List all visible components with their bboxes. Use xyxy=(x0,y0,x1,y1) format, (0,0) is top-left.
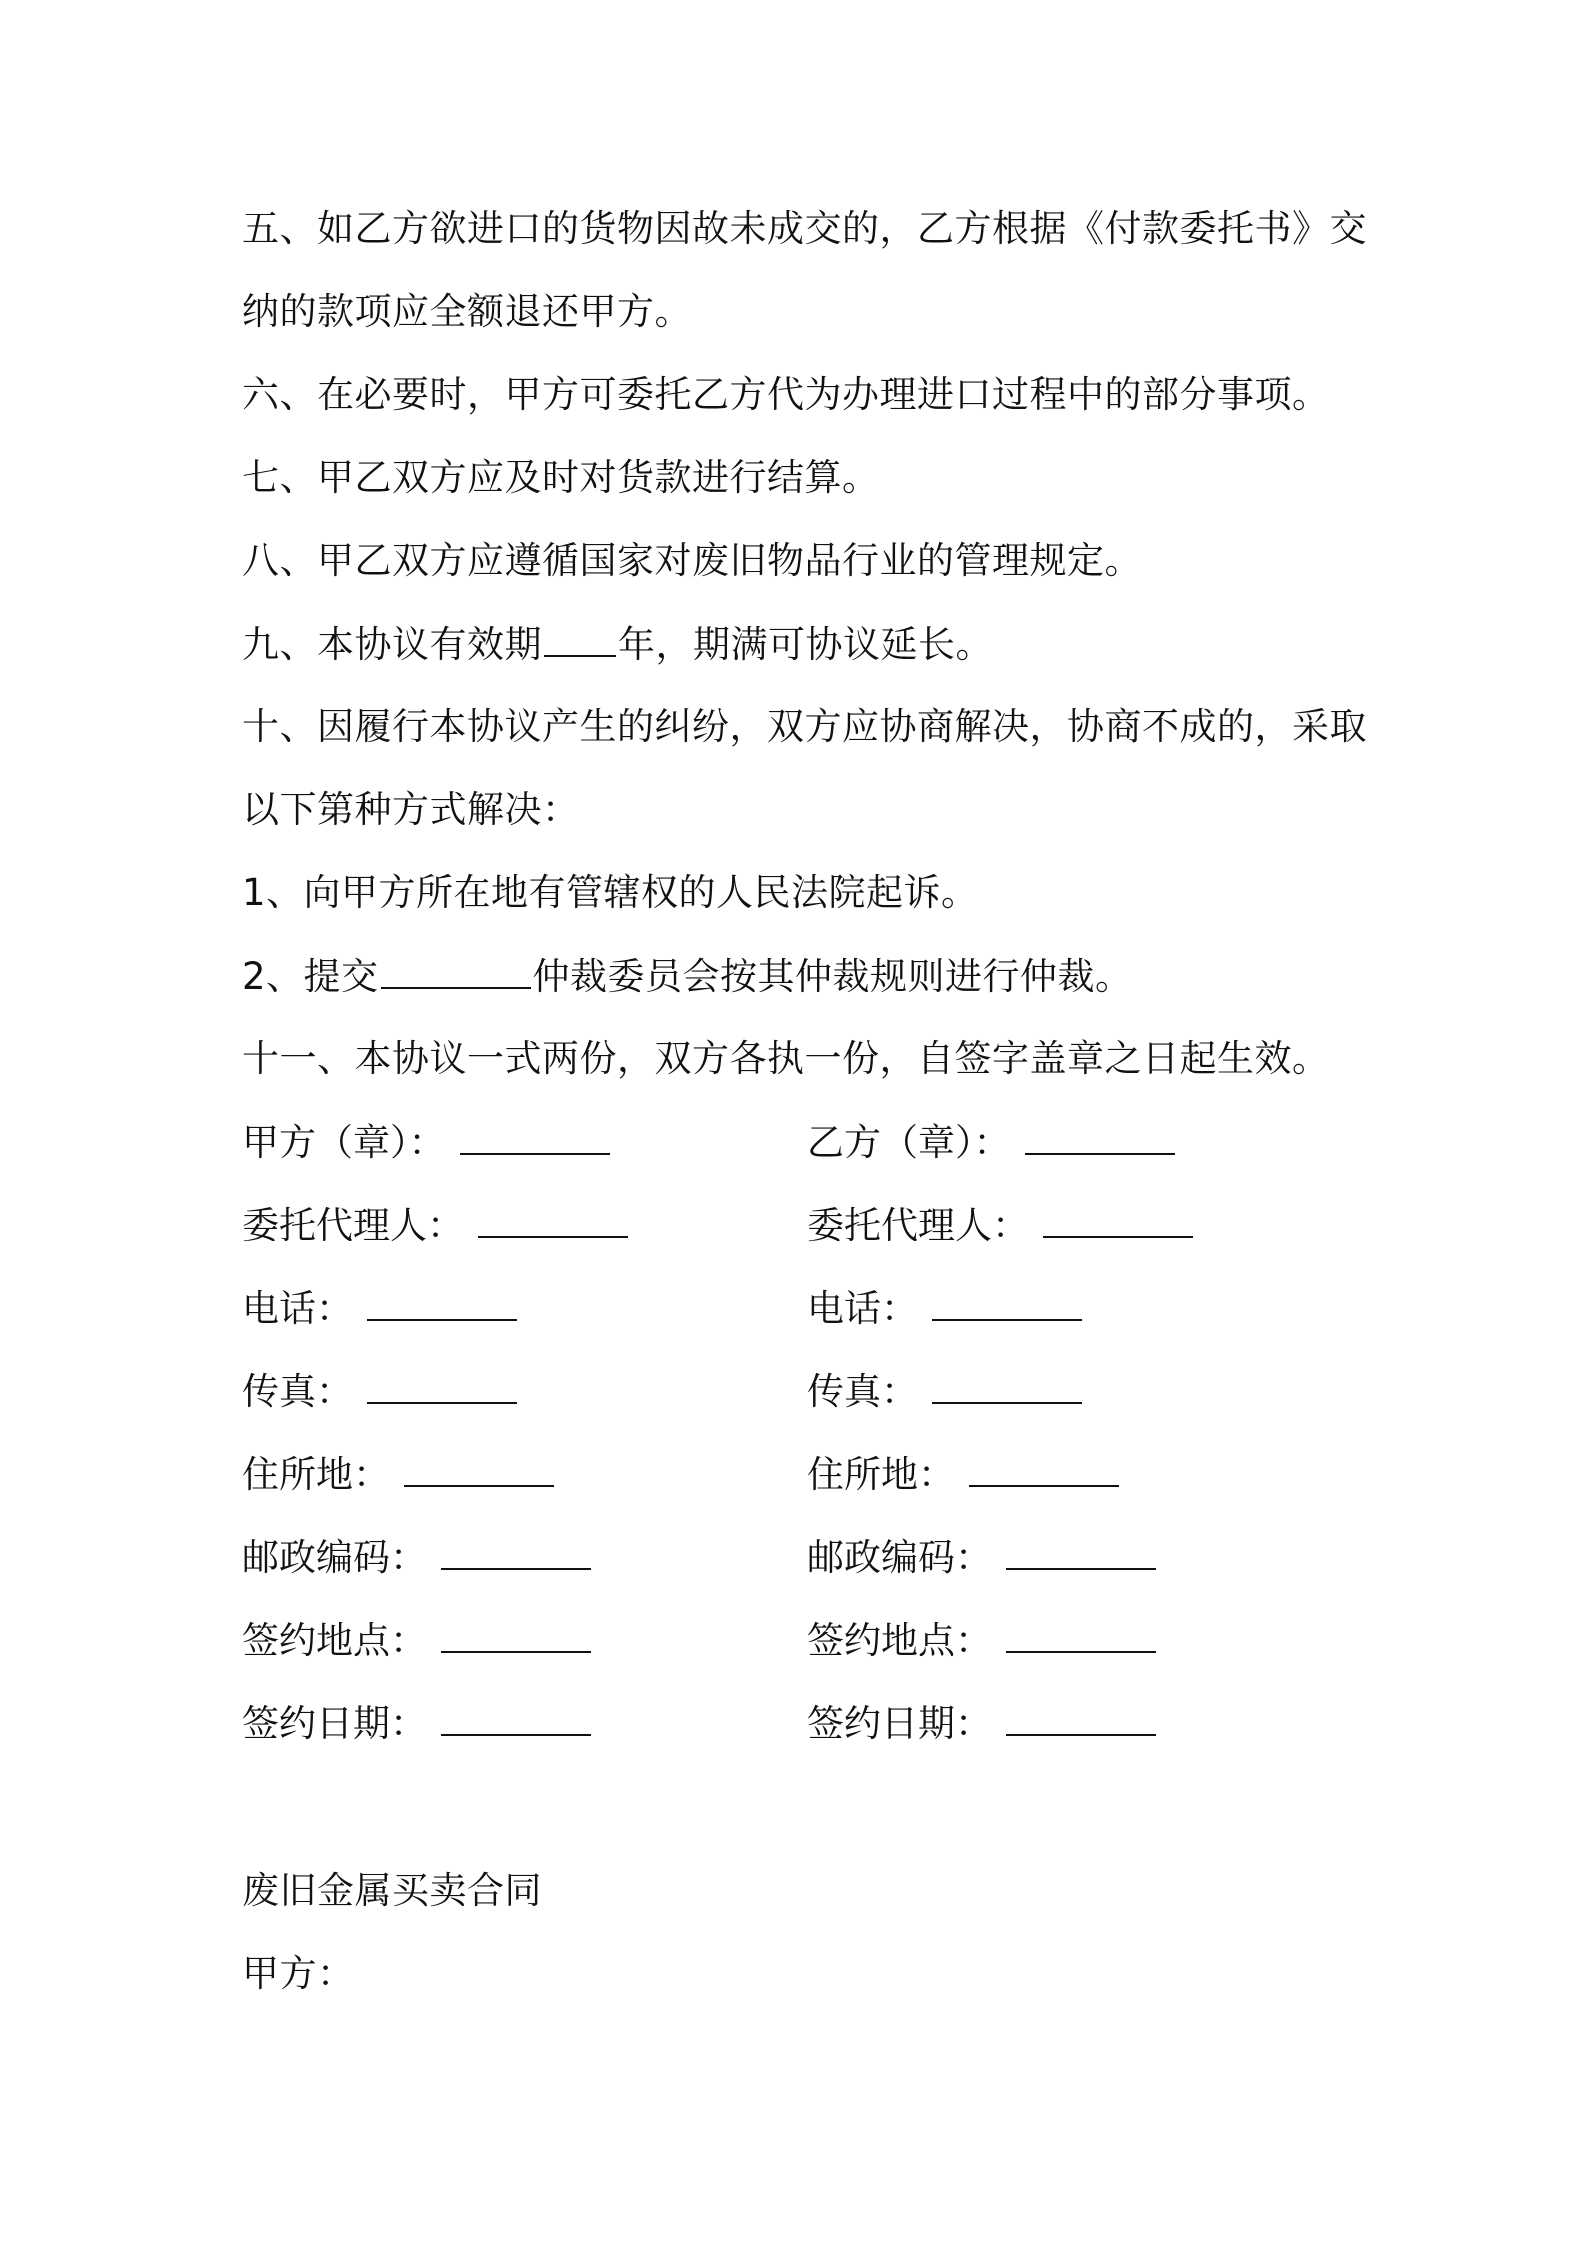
validity-years-blank[interactable] xyxy=(544,619,616,657)
field-label: 住所地： xyxy=(807,1453,955,1496)
clause-10-option-2-after: 仲裁委员会按其仲裁规则进行仲裁。 xyxy=(532,955,1133,998)
next-contract-party-a: 甲方： xyxy=(242,1952,355,1995)
clause-9-text-after: 年，期满可协议延长。 xyxy=(618,623,993,666)
clause-10-option-1: 1、向甲方所在地有管辖权的人民法院起诉。 xyxy=(242,871,979,914)
clause-10-line-2: 以下第种方式解决： xyxy=(242,788,580,831)
party-b-place-blank[interactable] xyxy=(1006,1615,1156,1653)
party-a-place-blank[interactable] xyxy=(441,1615,591,1653)
party-b-place-field xyxy=(807,1615,1156,1666)
field-label: 签约地点： xyxy=(807,1619,992,1662)
field-label: 签约日期： xyxy=(242,1702,427,1745)
clause-10-option-2 xyxy=(242,951,1133,1002)
field-label: 甲方（章）： xyxy=(242,1121,446,1164)
clause-9 xyxy=(242,619,993,670)
field-label: 传真： xyxy=(807,1370,918,1413)
field-label: 委托代理人： xyxy=(807,1204,1029,1247)
clause-9-text-before: 九、本协议有效期 xyxy=(242,623,542,666)
party-b-date-field xyxy=(807,1698,1156,1749)
clause-10-option-2-before: 2、提交 xyxy=(242,955,379,998)
party-b-postcode-blank[interactable] xyxy=(1006,1532,1156,1570)
clause-10-line-1: 十、因履行本协议产生的纠纷，双方应协商解决，协商不成的，采取 xyxy=(242,705,1367,748)
party-a-place-field xyxy=(242,1615,591,1666)
field-label: 乙方（章）： xyxy=(807,1121,1011,1164)
party-b-agent-blank[interactable] xyxy=(1043,1200,1193,1238)
next-contract-title: 废旧金属买卖合同 xyxy=(242,1869,542,1912)
field-label: 签约地点： xyxy=(242,1619,427,1662)
party-a-address-blank[interactable] xyxy=(404,1449,554,1487)
party-a-postcode-blank[interactable] xyxy=(441,1532,591,1570)
party-b-address-blank[interactable] xyxy=(969,1449,1119,1487)
clause-5-line-2: 纳的款项应全额退还甲方。 xyxy=(242,290,692,333)
clause-5-line-1: 五、如乙方欲进口的货物因故未成交的，乙方根据《付款委托书》交 xyxy=(242,207,1367,250)
field-label: 签约日期： xyxy=(807,1702,992,1745)
party-b-date-blank[interactable] xyxy=(1006,1698,1156,1736)
clause-6: 六、在必要时，甲方可委托乙方代为办理进口过程中的部分事项。 xyxy=(242,373,1330,416)
field-label: 电话： xyxy=(807,1287,918,1330)
party-a-address-field xyxy=(242,1449,554,1500)
field-label: 邮政编码： xyxy=(242,1536,427,1579)
arbitration-committee-blank[interactable] xyxy=(381,951,531,989)
party-b-address-field xyxy=(807,1449,1119,1500)
party-a-seal-field xyxy=(242,1117,610,1168)
party-b-fax-blank[interactable] xyxy=(932,1366,1082,1404)
field-label: 传真： xyxy=(242,1370,353,1413)
party-a-agent-blank[interactable] xyxy=(478,1200,628,1238)
field-label: 邮政编码： xyxy=(807,1536,992,1579)
party-a-fax-blank[interactable] xyxy=(367,1366,517,1404)
party-a-phone-field xyxy=(242,1283,517,1334)
party-a-phone-blank[interactable] xyxy=(367,1283,517,1321)
party-b-seal-field xyxy=(807,1117,1175,1168)
party-b-phone-field xyxy=(807,1283,1082,1334)
field-label: 电话： xyxy=(242,1287,353,1330)
field-label: 住所地： xyxy=(242,1453,390,1496)
party-b-fax-field xyxy=(807,1366,1082,1417)
party-a-postcode-field xyxy=(242,1532,591,1583)
party-b-postcode-field xyxy=(807,1532,1156,1583)
field-label: 委托代理人： xyxy=(242,1204,464,1247)
party-b-phone-blank[interactable] xyxy=(932,1283,1082,1321)
clause-11: 十一、本协议一式两份，双方各执一份，自签字盖章之日起生效。 xyxy=(242,1037,1330,1080)
party-a-date-field xyxy=(242,1698,591,1749)
party-b-seal-blank[interactable] xyxy=(1025,1117,1175,1155)
party-a-agent-field xyxy=(242,1200,628,1251)
party-a-fax-field xyxy=(242,1366,517,1417)
clause-7: 七、甲乙双方应及时对货款进行结算。 xyxy=(242,456,880,499)
clause-8: 八、甲乙双方应遵循国家对废旧物品行业的管理规定。 xyxy=(242,539,1142,582)
party-a-seal-blank[interactable] xyxy=(460,1117,610,1155)
party-b-agent-field xyxy=(807,1200,1193,1251)
party-a-date-blank[interactable] xyxy=(441,1698,591,1736)
